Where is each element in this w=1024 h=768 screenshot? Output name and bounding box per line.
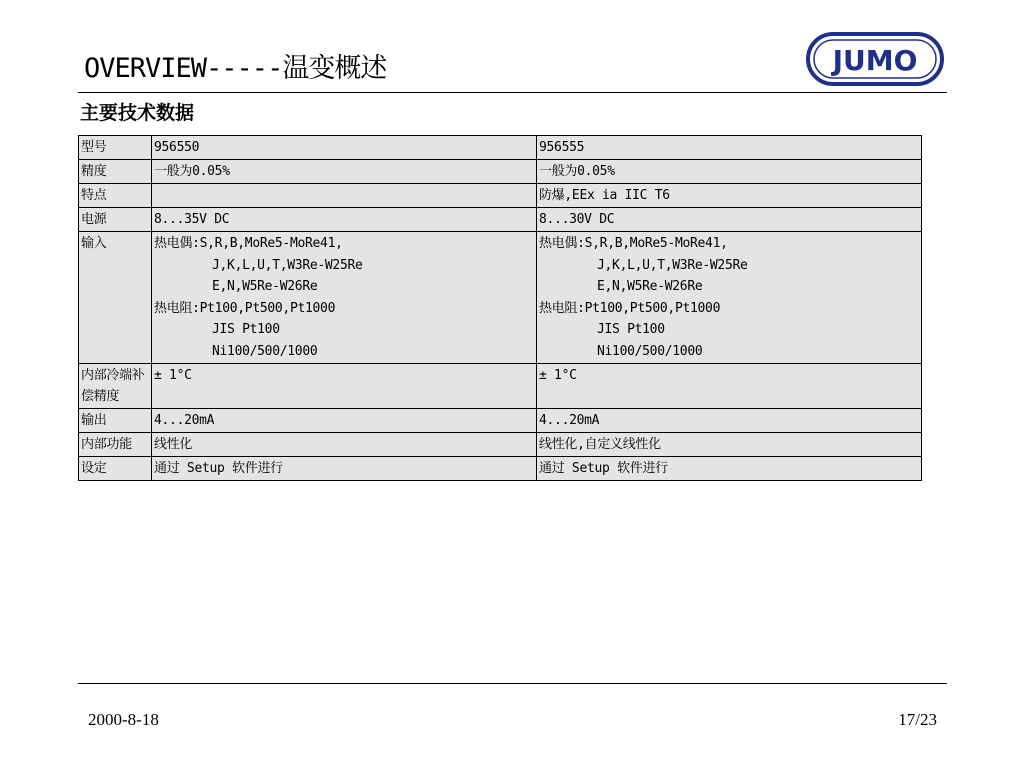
table-cell: 8...35V DC bbox=[152, 208, 537, 232]
input-line: E,N,W5Re-W26Re bbox=[597, 279, 703, 294]
footer-divider bbox=[78, 683, 947, 684]
table-row bbox=[79, 208, 922, 232]
table-cell: ± 1°C bbox=[152, 364, 537, 409]
logo-text: JUMO bbox=[832, 44, 918, 77]
table-cell: 通过 Setup 软件进行 bbox=[537, 457, 922, 481]
table-row bbox=[79, 364, 922, 409]
row-label: 特点 bbox=[79, 184, 152, 208]
input-line: 热电阻:Pt100,Pt500,Pt1000 bbox=[539, 300, 721, 316]
slide-title: OVERVIEW-----温变概述 bbox=[84, 53, 387, 84]
table-row bbox=[79, 457, 922, 481]
input-line: J,K,L,U,T,W3Re-W25Re bbox=[597, 257, 748, 273]
row-label: 输出 bbox=[79, 409, 152, 433]
jumo-logo bbox=[805, 31, 945, 87]
table-cell: ± 1°C bbox=[537, 364, 922, 409]
table-cell: 一般为0.05% bbox=[152, 160, 537, 184]
row-label: 型号 bbox=[79, 136, 152, 160]
section-heading: 主要技术数据 bbox=[80, 102, 195, 124]
table-cell: 4...20mA bbox=[537, 409, 922, 433]
table-row bbox=[79, 160, 922, 184]
table-row bbox=[79, 409, 922, 433]
table-cell: 956555 bbox=[537, 136, 922, 160]
table-row bbox=[79, 232, 922, 364]
input-line: JIS Pt100 bbox=[212, 322, 280, 337]
row-label: 精度 bbox=[79, 160, 152, 184]
input-line: 热电偶:S,R,B,MoRe5-MoRe41, bbox=[154, 236, 343, 251]
row-label: 设定 bbox=[79, 457, 152, 481]
table-cell: 线性化,自定义线性化 bbox=[537, 433, 922, 457]
row-label: 内部冷端补偿精度 bbox=[79, 364, 152, 409]
row-label: 电源 bbox=[79, 208, 152, 232]
table-cell: 8...30V DC bbox=[537, 208, 922, 232]
input-line: 热电阻:Pt100,Pt500,Pt1000 bbox=[154, 300, 336, 316]
input-line: Ni100/500/1000 bbox=[212, 343, 318, 359]
table-row bbox=[79, 136, 922, 160]
input-line: J,K,L,U,T,W3Re-W25Re bbox=[212, 257, 363, 273]
page-number: 17/23 bbox=[898, 710, 937, 729]
row-label: 内部功能 bbox=[79, 433, 152, 457]
table-cell: 956550 bbox=[152, 136, 537, 160]
footer-date: 2000-8-18 bbox=[88, 710, 159, 729]
table-cell bbox=[152, 184, 537, 208]
table-cell: 一般为0.05% bbox=[537, 160, 922, 184]
table-row bbox=[79, 184, 922, 208]
input-line: E,N,W5Re-W26Re bbox=[212, 279, 318, 294]
table-row bbox=[79, 433, 922, 457]
table-cell: 通过 Setup 软件进行 bbox=[152, 457, 537, 481]
table-cell bbox=[152, 232, 537, 364]
table-cell: 4...20mA bbox=[152, 409, 537, 433]
table-cell: 防爆,EEx ia IIC T6 bbox=[537, 184, 922, 208]
spec-table bbox=[78, 135, 922, 481]
title-divider bbox=[78, 92, 947, 93]
table-cell bbox=[537, 232, 922, 364]
row-label: 输入 bbox=[79, 232, 152, 364]
input-line: Ni100/500/1000 bbox=[597, 343, 703, 359]
input-line: 热电偶:S,R,B,MoRe5-MoRe41, bbox=[539, 236, 728, 251]
input-line: JIS Pt100 bbox=[597, 322, 665, 337]
table-cell: 线性化 bbox=[152, 433, 537, 457]
